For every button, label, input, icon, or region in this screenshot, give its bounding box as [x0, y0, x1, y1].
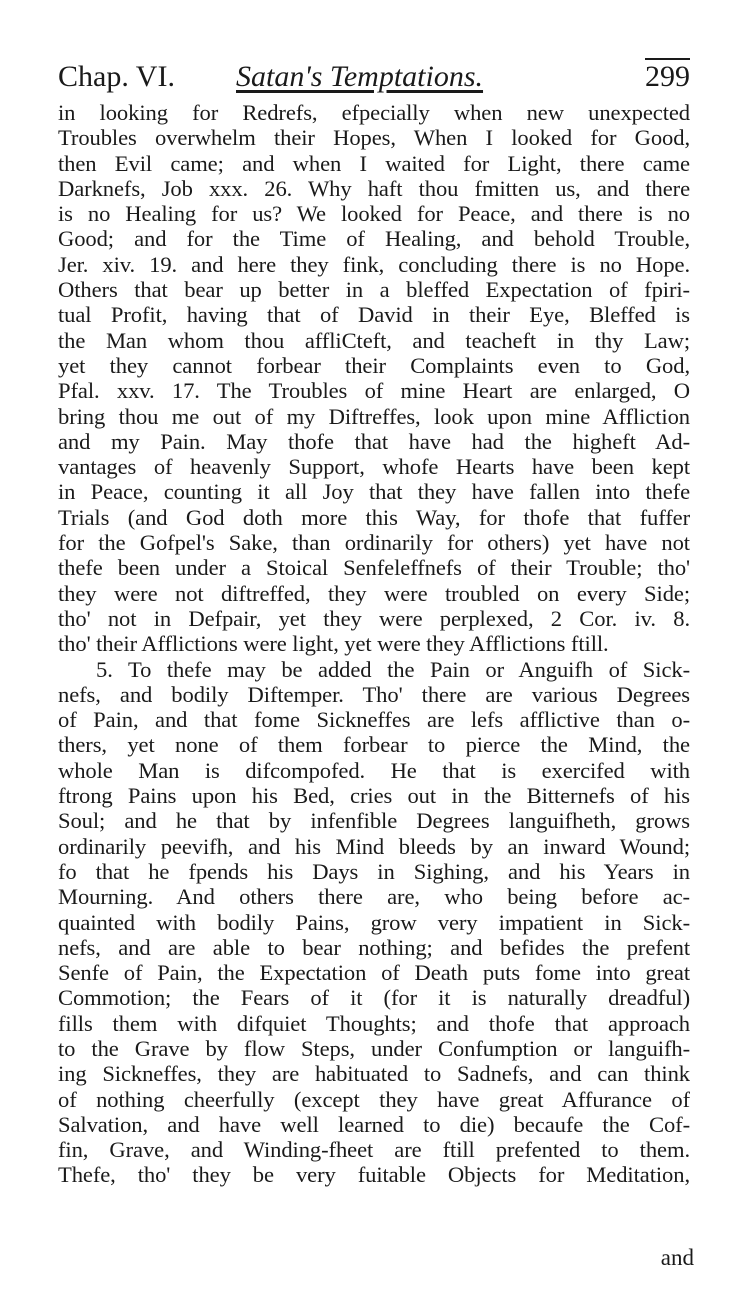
text-line: the Man whom thou affliCteft, and teacheft in thy Law;	[58, 327, 690, 353]
running-title: Satan's Temptations.	[236, 60, 484, 93]
catchword-area	[58, 1245, 698, 1271]
text-line: thers, yet none of them forbear to pierce the Mind, the	[58, 732, 690, 758]
chapter-label: Chap. VI.	[58, 60, 175, 93]
text-line: ing Sickneffes, they are habituated to Sadnefs, and can think	[58, 1061, 690, 1087]
text-line: Trials (and God doth more this Way, for thofe that fuffer	[58, 504, 690, 530]
text-line: fin, Grave, and Winding-fheet are ftill prefented to them.	[58, 1137, 690, 1163]
text-line: Salvation, and have well learned to die) becaufe the Cof-	[58, 1111, 690, 1137]
text-line: yet they cannot forbear their Complaints even to God,	[58, 352, 690, 378]
text-line: for the Gofpel's Sake, than ordinarily for others) yet have not	[58, 530, 690, 556]
text-line: fills them with difquiet Thoughts; and thofe that approach	[58, 1010, 690, 1036]
book-page	[58, 58, 698, 1270]
text-line: Troubles overwhelm their Hopes, When I looked for Good,	[58, 125, 690, 151]
running-header	[58, 58, 698, 100]
text-line: tual Profit, having that of David in their Eye, Bleffed is	[58, 302, 690, 328]
text-line: ftrong Pains upon his Bed, cries out in the Bitternefs of his	[58, 783, 690, 809]
text-line: 5. To thefe may be added the Pain or Anguifh of Sick-	[96, 656, 690, 682]
text-line: in Peace, counting it all Joy that they have fallen into thefe	[58, 479, 690, 505]
text-line: thefe been under a Stoical Senfeleffnefs of their Trouble; tho'	[58, 555, 690, 581]
text-line: whole Man is difcompofed. He that is exercifed with	[58, 757, 690, 783]
text-line: ordinarily peevifh, and his Mind bleeds by an inward Wound;	[58, 833, 690, 859]
text-line: they were not diftreffed, they were troubled on every Side;	[58, 580, 690, 606]
text-line: in looking for Redrefs, efpecially when new unexpected	[58, 100, 690, 125]
text-line: Soul; and he that by infenfible Degrees languifheth, grows	[58, 808, 690, 834]
text-line: Mourning. And others there are, who being before ac-	[58, 884, 690, 910]
text-line: Others that bear up better in a bleffed Expectation of fpiri-	[58, 277, 690, 303]
text-line: nefs, and are able to bear nothing; and befides the prefent	[58, 934, 690, 960]
text-line: Pfal. xxv. 17. The Troubles of mine Heart are enlarged, O	[58, 378, 690, 404]
catchword: and	[660, 1245, 694, 1270]
text-line: of nothing cheerfully (except they have great Affurance of	[58, 1086, 690, 1112]
text-line: Commotion; the Fears of it (for it is naturally dreadful)	[58, 985, 690, 1011]
text-line: to the Grave by flow Steps, under Confumption or languifh-	[58, 1035, 690, 1061]
text-line: is no Healing for us? We looked for Peace, and there is no	[58, 201, 690, 227]
text-line: tho' their Afflictions were light, yet were they Afflictions ftill.	[58, 631, 609, 657]
text-line: Jer. xiv. 19. and here they fink, concluding there is no Hope.	[58, 251, 690, 277]
text-line: nefs, and bodily Diftemper. Tho' there are various Degrees	[58, 681, 690, 707]
body-text	[58, 100, 698, 1188]
text-line: vantages of heavenly Support, whofe Hearts have been kept	[58, 454, 690, 480]
text-line: and my Pain. May thofe that have had the higheft Ad-	[58, 428, 690, 454]
text-line: quainted with bodily Pains, grow very impatient in Sick-	[58, 909, 690, 935]
text-line: bring thou me out of my Diftreffes, look upon mine Affliction	[58, 403, 690, 429]
text-line: Thefe, tho' they be very fuitable Objects for Meditation,	[58, 1162, 690, 1188]
page-number: 299	[645, 60, 690, 93]
text-line: Good; and for the Time of Healing, and behold Trouble,	[58, 226, 690, 252]
text-line: fo that he fpends his Days in Sighing, and his Years in	[58, 858, 690, 884]
text-line: then Evil came; and when I waited for Light, there came	[58, 150, 690, 176]
text-line: Senfe of Pain, the Expectation of Death puts fome into great	[58, 960, 690, 986]
text-line: Darknefs, Job xxx. 26. Why haft thou fmitten us, and there	[58, 175, 690, 201]
text-line: tho' not in Defpair, yet they were perplexed, 2 Cor. iv. 8.	[58, 605, 690, 631]
text-line: of Pain, and that fome Sickneffes are lefs afflictive than o-	[58, 707, 690, 733]
